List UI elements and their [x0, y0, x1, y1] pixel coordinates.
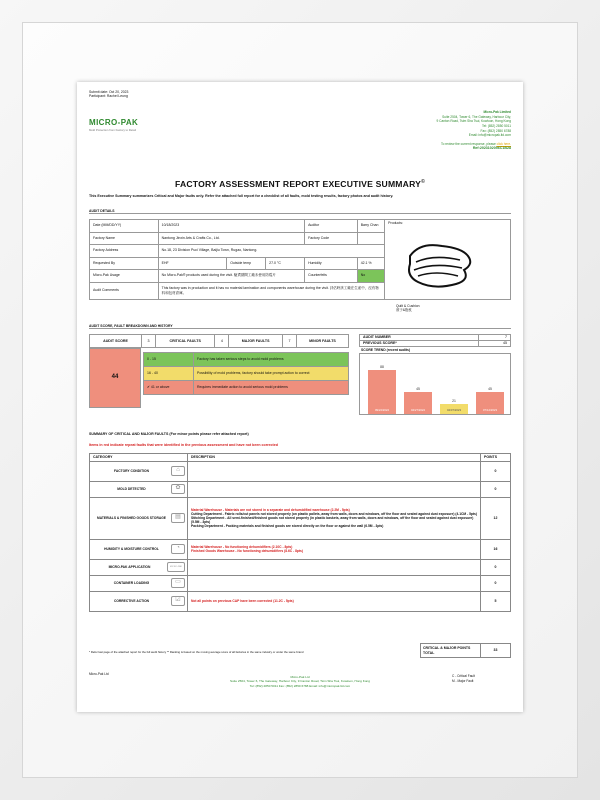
humidity-value: 42.1 % — [357, 257, 384, 270]
auditor-value: Barry Chan — [357, 220, 384, 233]
corrective-icon: ☑ — [171, 596, 185, 606]
factory-code-value — [357, 232, 384, 245]
trend-bar — [440, 398, 468, 415]
auditor-label: Auditor — [305, 220, 358, 233]
divider — [89, 328, 511, 329]
fault-key-critical: C - Critical Fault — [452, 674, 475, 678]
trend-label: SCORE TREND (recent audits) — [361, 348, 410, 352]
participant: Participant: Rachel Leung — [89, 94, 128, 99]
previous-score-label: PREVIOUS SCORE* — [360, 341, 479, 347]
fault-row — [90, 591, 511, 611]
report-title — [77, 179, 523, 190]
product-name-cn: 被子&抱枕 — [396, 308, 412, 313]
faults-table — [89, 453, 511, 612]
header-meta — [89, 90, 128, 99]
legend-row-mid — [144, 367, 349, 381]
products-label: Products: — [388, 221, 403, 225]
audit-details-heading: AUDIT DETAILS — [89, 209, 115, 213]
requested-by-value: EHF — [158, 257, 227, 270]
bar-value-label: 45 — [488, 386, 492, 391]
fault-row — [90, 497, 511, 539]
total-value: 33 — [481, 644, 511, 658]
category-cell — [90, 559, 188, 575]
date-value: 10/18/2023 — [158, 220, 304, 233]
quilt-icon — [400, 234, 480, 298]
description-cell — [188, 575, 481, 591]
bar-date-label: 09/22/2022 — [375, 408, 389, 413]
total-table — [420, 643, 511, 658]
check-icon: ✔ — [147, 385, 151, 390]
date-label: Date (MM/DD/YY) — [90, 220, 159, 233]
product-name-en: Quilt & Cushion — [396, 304, 420, 308]
legend-range-high — [144, 381, 194, 395]
bar-value-label: 21 — [452, 398, 456, 403]
fault-description: Not all points on previous CAP have been corrected (11.2C - 5pts) — [191, 598, 294, 603]
points-cell: 0 — [481, 481, 511, 497]
intro-text: This Executive Summary summarizes Critical and Major faults only. Refer the attached full report for a checklist of all faults, mold testing results, factory photos and audit history. — [89, 194, 394, 198]
company-contact — [437, 110, 511, 152]
col-category: CATEGORY — [90, 454, 188, 462]
audit-details-table — [89, 219, 511, 300]
footer-contact: Tel: (852) 2850 5011 Fax: (852) 2850 6788 Email: info@micropak.ltd.com — [249, 683, 351, 688]
audit-number-table — [359, 334, 511, 347]
requested-by-label: Requested By — [90, 257, 159, 270]
usage-label: Micro-Pak Usage — [90, 270, 159, 283]
category-label: HUMIDITY & MOISTURE CONTROL — [104, 546, 159, 551]
brand-logo: MICRO-PAK — [89, 118, 139, 127]
factory-icon: ⌂ — [171, 466, 185, 476]
legend-range: 16 - 40 — [144, 367, 194, 381]
fault-description: Material Warehouse - Materials are not stored in a separate and dehumidified warehouse (2.2M - 5pts) — [191, 507, 350, 512]
fault-description: Cutting Department - Fabric rolls/cut panels not stored properly (on plastic pallets, away from walls, doors and windows, off the floor and sealed against dust exposure) (4.1CM - 5pts) — [191, 511, 477, 516]
category-cell — [90, 481, 188, 497]
humidity-icon: ◔ — [171, 544, 185, 554]
description-cell — [188, 591, 481, 611]
previous-score-value: 45 — [478, 341, 510, 347]
usage-value: No Micro-Pak® products used during the visit. 驗貨期間工廠未使用防霉片 — [158, 270, 304, 283]
fault-description: Material Warehouse - No functioning dehumidifiers (2.10C - 8pts) — [191, 544, 293, 549]
company-name: Micro-Pak Limited — [483, 110, 511, 114]
fault-row — [90, 461, 511, 481]
fault-rows — [90, 461, 511, 611]
humidity-label: Humidity — [305, 257, 358, 270]
bar-value-label: 88 — [380, 365, 384, 369]
container-icon: ▭ — [171, 578, 185, 588]
micro-pak-icon: MICRO-PAK — [167, 562, 185, 572]
fault-description: Stitching Department - All semi-finished/finished goods not stored properly (in plastic baskets, away from walls, doors and windows, off the floor and sealed against dust exposure) (5.5M - 3pts) — [191, 515, 474, 525]
critical-count: 3 — [142, 335, 156, 348]
review-prompt: To review the current response, please — [441, 141, 496, 146]
fault-key — [452, 674, 475, 684]
outside-temp-value: 27.0 °C — [266, 257, 305, 270]
legend-row-high — [144, 381, 349, 395]
mold-icon: ✿ — [171, 484, 185, 494]
comments-value: This factory was in production and it has no material lamination and components warehouse during the visit. 評估時該工廠在生產中，沒有物料和包材倉庫。 — [158, 282, 385, 299]
critical-label: CRITICAL FAULTS — [156, 335, 215, 348]
category-label: FACTORY CONDITION — [114, 468, 149, 473]
score-legend — [143, 352, 349, 395]
score-heading: AUDIT SCORE, FAULT BREAKDOWN AND HISTORY — [89, 324, 173, 328]
review-link[interactable]: click here. — [496, 141, 511, 146]
category-cell — [90, 497, 188, 539]
description-cell — [188, 559, 481, 575]
company-address-2: 9 Canton Road, Tsim Sha Tsui, Kowloon, Hong Kong — [436, 119, 511, 124]
footer-name: Micro-Pak Ltd — [290, 675, 310, 679]
description-cell — [188, 497, 481, 539]
factory-address-label: Factory Address — [90, 245, 159, 258]
description-cell — [188, 539, 481, 559]
divider — [89, 213, 511, 214]
legend-range: 41 or above — [150, 385, 170, 390]
products-cell — [385, 220, 511, 300]
category-cell — [90, 539, 188, 559]
audit-number-value: 7 — [478, 335, 510, 341]
legend-text: Factory has taken serious steps to avoid mold problems — [194, 353, 349, 367]
points-cell: 0 — [481, 559, 511, 575]
col-description: DESCRIPTION — [188, 454, 481, 462]
counterfeits-label: Counterfeits — [305, 270, 358, 283]
major-label: MAJOR FAULTS — [229, 335, 283, 348]
category-label: CONTAINER LOADING — [113, 580, 150, 585]
company-address-1: Suite 2504, Tower 6, The Gateway, Harbour City, — [442, 114, 511, 119]
repeat-note: Items in red indicate repeat faults that were identified in the previous assessment and have not been corrected — [89, 443, 278, 447]
fault-key-major: M - Major Fault — [452, 678, 474, 683]
report-ref: Ref:2023102056C1B28 — [472, 146, 511, 151]
col-points: POINTS — [481, 454, 511, 462]
legend-text: Requires immediate action to avoid serious mold problems — [194, 381, 349, 395]
legend-row-low — [144, 353, 349, 367]
category-label: MATERIALS & FINISHED GOODS STORAGE — [97, 515, 166, 520]
factory-name-label: Factory Name — [90, 232, 159, 245]
points-cell: 16 — [481, 539, 511, 559]
audit-number-label: AUDIT NUMBER — [360, 335, 479, 341]
product-name — [396, 304, 420, 313]
report-title-text: FACTORY ASSESSMENT REPORT EXECUTIVE SUMMARY — [175, 179, 422, 189]
factory-name-value: Nantong Jinxin Arts & Crafts Co., Ltd. — [158, 232, 304, 245]
category-cell — [90, 575, 188, 591]
footer-center — [187, 675, 413, 688]
points-cell: 0 — [481, 461, 511, 481]
minor-label: MINOR FAULTS — [296, 335, 348, 348]
minor-count: 7 — [282, 335, 296, 348]
bar-date-label: 04/27/2022 — [411, 408, 425, 413]
points-cell: 0 — [481, 575, 511, 591]
category-label: MOLD DETECTED — [117, 486, 146, 491]
category-label: MICRO-PAK APPLICATION — [108, 564, 151, 569]
chart-plot-area — [364, 356, 506, 414]
audit-score-label: AUDIT SCORE — [90, 335, 142, 348]
trend-bar — [476, 386, 504, 415]
fault-row — [90, 539, 511, 559]
brand-tagline: Mold Protection from Factory to Retail — [89, 128, 136, 132]
description-cell — [188, 481, 481, 497]
company-tel: Tel: (852) 2850 5011 — [481, 123, 511, 128]
score-trend-chart — [359, 353, 511, 415]
legend-range: 0 - 15 — [144, 353, 194, 367]
fault-description: Packing Department - Packing materials and finished goods are stored directly on the floor or against the wall (6.5M - 3pts) — [191, 524, 384, 529]
category-label: CORRECTIVE ACTION — [113, 598, 150, 603]
copyright-mark: © — [421, 179, 425, 186]
submit-date: Submit date: Oct 20, 2023 — [89, 90, 129, 94]
outside-temp-label: Outside temp — [227, 257, 266, 270]
factory-address-value: No.18, 23 Division Puci Village, Baijiu Town, Rugao, Nantong. — [158, 245, 385, 258]
bar-date-label: 04/07/2023 — [447, 408, 461, 413]
category-cell — [90, 591, 188, 611]
points-cell: 12 — [481, 497, 511, 539]
summary-heading: SUMMARY OF CRITICAL AND MAJOR FAULTS (For minor points please refer attached report) — [89, 432, 249, 436]
trend-bar — [404, 386, 432, 415]
footer-left: Micro-Pak Ltd — [89, 672, 109, 676]
total-label: CRITICAL & MAJOR POINTS TOTAL — [421, 644, 481, 658]
fault-description: Finished Goods Warehouse - No functioning dehumidifiers (8.6C - 8pts) — [191, 549, 303, 554]
bar-date-label: 07/12/2023 — [483, 408, 497, 413]
audit-score-value: 44 — [89, 348, 141, 408]
legend-text: Possibility of mold problems, factory should take prompt action to correct — [194, 367, 349, 381]
factory-code-label: Factory Code — [305, 232, 358, 245]
storage-icon: ▤ — [171, 513, 185, 523]
comments-label: Audit Comments — [90, 282, 159, 299]
category-cell — [90, 461, 188, 481]
fault-row — [90, 559, 511, 575]
report-page — [77, 82, 523, 712]
counterfeits-value: No — [357, 270, 384, 283]
footnote: * Refer last page of the attached report for the full audit history ** Ranking is based on the moving average score of all factories in the same industry or under the same brand — [89, 650, 304, 654]
footer-address: Suite 2504, Tower 6, The Gateway, Harbour City, 9 Canton Road, Tsim Sha Tsui, Kowloon, Hong Kong — [230, 679, 370, 684]
major-count: 4 — [215, 335, 229, 348]
trend-bar — [368, 365, 396, 414]
fault-row — [90, 481, 511, 497]
fault-summary-row — [89, 334, 349, 348]
fault-row — [90, 575, 511, 591]
company-email: Email: info@micropak.ltd.com — [468, 133, 511, 138]
company-fax: Fax: (852) 2850 6788 — [480, 128, 511, 133]
description-cell — [188, 461, 481, 481]
bar-value-label: 45 — [416, 386, 420, 391]
points-cell: 5 — [481, 591, 511, 611]
